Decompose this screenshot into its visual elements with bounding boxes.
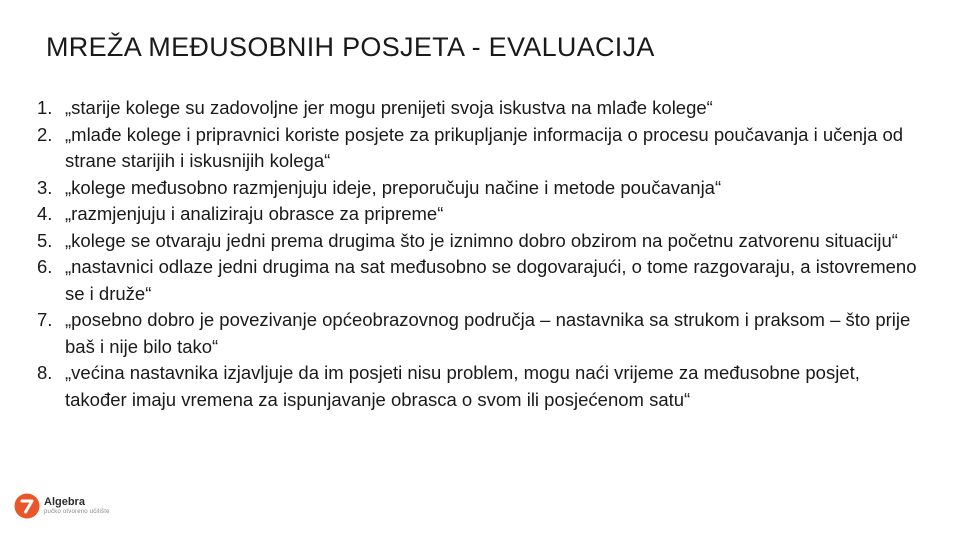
list-item-number: 5. xyxy=(37,229,53,251)
list-item-number: 1. xyxy=(37,97,53,118)
logo-name: Algebra xyxy=(44,495,85,508)
list-item-number: 6. xyxy=(37,256,53,277)
list-item-text: „nastavnici odlaze jedni drugima na sat međusobno se dogovarajući, o tome razgovaraju, a istovremeno se i druže“ xyxy=(65,256,917,304)
list-item xyxy=(37,228,917,255)
list-item-number: 8. xyxy=(37,362,53,383)
list-item-text: „kolege međusobno razmjenjuju ideje, preporučuju načine i metode poučavanja“ xyxy=(65,176,722,198)
list-item-text: „starije kolege su zadovoljne jer mogu prenijeti svoja iskustva na mlađe kolege“ xyxy=(65,97,713,118)
list-item-number: 4. xyxy=(37,203,53,224)
list-item-number: 3. xyxy=(37,176,53,198)
algebra-logo xyxy=(14,493,110,519)
evaluation-list xyxy=(37,95,917,413)
list-item-number: 7. xyxy=(37,309,53,330)
list-item xyxy=(37,360,917,413)
list-item-text: „razmjenjuju i analiziraju obrasce za pripreme“ xyxy=(65,203,444,224)
list-item xyxy=(37,201,917,228)
algebra-logo-icon xyxy=(14,493,40,519)
list-item xyxy=(37,254,917,307)
list-item-text: „mlađe kolege i pripravnici koriste posjete za prikupljanje informacija o procesu poučavanja i učenja od strane starijih i iskusnijih kolega“ xyxy=(65,123,904,171)
list-item-text: „većina nastavnika izjavljuje da im posjeti nisu problem, mogu naći vrijeme za međusobne posjet, također imaju vremena za ispunjavanje obrasca o svom ili posjećenom satu“ xyxy=(65,362,860,410)
list-item xyxy=(37,122,917,175)
list-item-text: „kolege se otvaraju jedni prema drugima što je iznimno dobro obzirom na početnu zatvorenu situaciju“ xyxy=(65,229,898,251)
list-item xyxy=(37,95,917,122)
list-item xyxy=(37,307,917,360)
list-item-number: 2. xyxy=(37,123,53,145)
slide-title: MREŽA MEĐUSOBNIH POSJETA - EVALUACIJA xyxy=(46,32,655,62)
list-item-text: „posebno dobro je povezivanje općeobrazovnog područja – nastavnika sa strukom i praksom – što prije baš i nije bilo tako“ xyxy=(65,309,911,357)
list-item xyxy=(37,175,917,202)
logo-subtitle: pučko otvoreno učilište xyxy=(44,508,110,515)
